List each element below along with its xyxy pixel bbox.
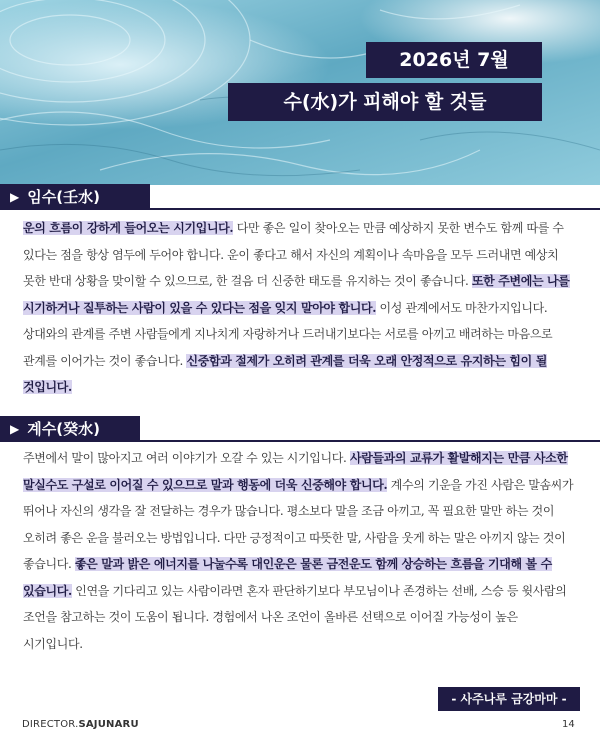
section-header-gyesu: [0, 416, 140, 442]
highlighted-text: 신중함과 절제가 오히려 관계를 더욱 오래 안정적으로 유지하는 힘이 될 것입니다.: [23, 353, 547, 394]
section-body-gyesu: [23, 445, 575, 657]
highlighted-text: 또한 주변에는 나를 시기하거나 질투하는 사람이 있을 수 있다는 점을 잊지 말아야 합니다.: [23, 274, 570, 315]
play-triangle-icon: ▶: [10, 422, 20, 436]
play-triangle-icon: ▶: [10, 190, 20, 204]
highlighted-text: 운의 흐름이 강하게 들어오는 시기입니다.: [23, 221, 234, 235]
section-divider: [0, 208, 600, 210]
footer-brand-prefix: DIRECTOR.: [22, 719, 79, 730]
page-number: 14: [562, 719, 575, 730]
body-text-run: 이성 관계에서도 마찬가지입니다. 상대와의 관계를 주변 사람들에게 지나치게 자랑하거나 드러내기보다는 서로를 아끼고 배려하는 마음으로 관계를 이어가는 것이 좋습니다.: [23, 300, 553, 368]
issue-date-title: 2026년 7월: [366, 42, 542, 78]
section-title: 계수(癸水): [27, 420, 100, 438]
section-title: 임수(壬水): [27, 188, 100, 206]
footer-brand-name: SAJUNARU: [78, 719, 139, 730]
section-body-imsu: [23, 215, 575, 401]
highlighted-text: 사람들과의 교류가 활발해지는 만큼 사소한 말실수도 구설로 이어질 수 있으므로 말과 행동에 더욱 신중해야 합니다.: [23, 451, 568, 492]
page-title: 수(水)가 피해야 할 것들: [228, 83, 542, 121]
body-text-run: 다만 좋은 일이 찾아오는 만큼 예상하지 못한 변수도 함께 따를 수 있다는 점을 항상 염두에 두어야 합니다. 운이 좋다고 해서 자신의 계획이나 속마음을 모두 드러내면 예상치 못한 반대 상황을 맞이할 수 있으므로, 한 걸음 더 신중한 태도를 유지하는 것이 좋습니다.: [23, 221, 564, 288]
body-text-run: 인연을 기다리고 있는 사람이라면 혼자 판단하기보다 부모님이나 존경하는 선배, 스승 등 윗사람의 조언을 참고하는 것이 도움이 됩니다. 경험에서 나온 조언이 올바른 선택으로 이어질 가능성이 높은 시기입니다.: [23, 583, 567, 651]
section-divider: [0, 440, 600, 442]
author-signature: - 사주나루 금강마마 -: [438, 687, 580, 711]
footer-brand: [22, 719, 139, 730]
highlighted-text: 좋은 말과 밝은 에너지를 나눌수록 대인운은 물론 금전운도 함께 상승하는 흐름을 기대해 볼 수 있습니다.: [23, 557, 552, 598]
section-header-imsu: [0, 184, 150, 210]
body-text-run: 주변에서 말이 많아지고 여러 이야기가 오갈 수 있는 시기입니다.: [23, 451, 350, 465]
body-text-run: 계수의 기운을 가진 사람은 말솜씨가 뛰어나 자신의 생각을 잘 전달하는 경우가 많습니다. 평소보다 말을 조금 아끼고, 꼭 필요한 말만 하는 것이 오히려 좋은 운을 불러오는 방법입니다. 다만 긍정적이고 따뜻한 말, 사람을 웃게 하는 말은 아끼지 않는 것이 좋습니다.: [23, 477, 574, 571]
